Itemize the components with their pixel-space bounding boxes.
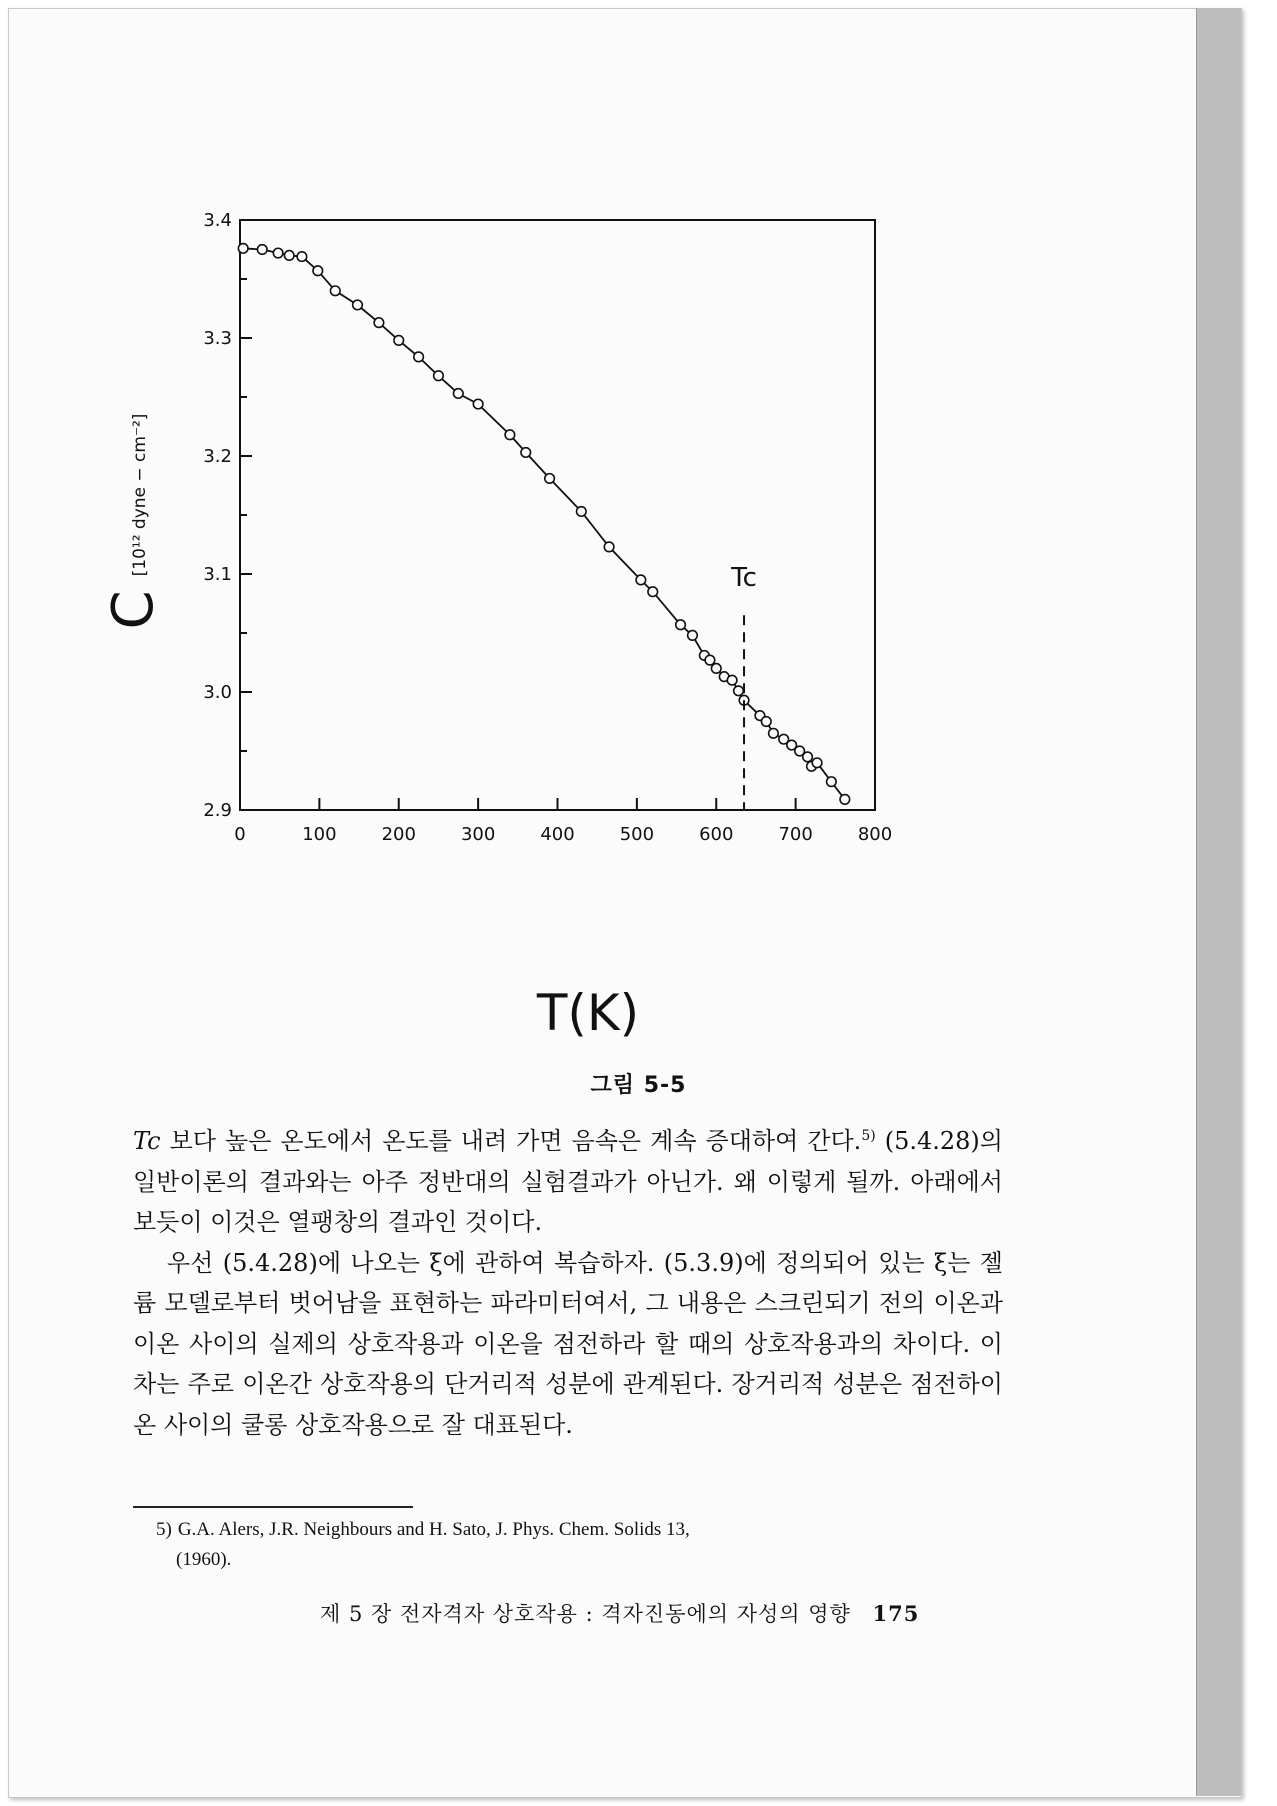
x-tick-label: 0 — [234, 824, 246, 845]
x-axis-label: T(K) — [536, 984, 640, 1042]
x-tick-label: 600 — [699, 824, 734, 845]
y-axis-symbol: C — [101, 590, 166, 630]
data-point — [705, 655, 715, 665]
data-point — [394, 336, 404, 346]
elastic-constant-chart — [101, 195, 1030, 1055]
x-tick-label: 800 — [857, 824, 893, 845]
data-point — [330, 286, 340, 296]
data-point — [734, 686, 744, 696]
footnote-ref: 5) — [861, 1128, 876, 1144]
data-point — [257, 245, 267, 255]
paragraph-1-text: 보다 높은 온도에서 온도를 내려 가면 음속은 계속 증대하여 간다. — [169, 1127, 862, 1155]
x-tick-label: 200 — [381, 824, 416, 845]
running-footer-title: 제 5 장 전자격자 상호작용 : 격자진동에의 자성의 영향 — [320, 1602, 851, 1626]
footnote-number: 5) — [156, 1519, 172, 1540]
plot-frame — [240, 220, 875, 810]
running-footer — [320, 1598, 919, 1628]
data-point — [473, 399, 483, 409]
data-point — [803, 752, 813, 762]
data-point — [273, 248, 283, 258]
page-number: 175 — [872, 1601, 920, 1626]
paragraph-2: 우선 (5.4.28)에 나오는 ξ에 관하여 복습하자. (5.3.9)에 정의되어 있는 ξ는 젤륨 모델로부터 벗어남을 표현하는 파라미터여서, 그 내용은 스크린되기 전의 이온과 이온 사이의 실제의 상호작용과 이온을 점전하라 할 때의 상호작용과의 차이다. 이 차는 주로 이온간 상호작용의 단거리적 성분에 관계된다. 장거리적 성분은 점전하이온 사이의 쿨롱 상호작용으로 잘 대표된다. — [133, 1248, 1003, 1439]
y-tick-label: 3.4 — [203, 210, 232, 231]
data-point — [374, 318, 384, 328]
data-point — [604, 542, 614, 552]
y-tick-label: 3.2 — [203, 446, 232, 467]
data-point — [769, 729, 779, 739]
footnote-line-2: (1960). — [176, 1549, 232, 1570]
x-tick-label: 500 — [619, 824, 655, 845]
data-point — [414, 352, 424, 362]
data-point — [238, 244, 248, 254]
y-tick-label: 2.9 — [203, 800, 232, 821]
data-point — [727, 675, 737, 685]
data-point — [434, 371, 444, 381]
data-point — [827, 777, 837, 787]
data-point — [636, 575, 646, 585]
y-tick-label: 3.0 — [203, 682, 232, 703]
data-point — [505, 430, 515, 440]
data-point — [284, 251, 294, 261]
y-tick-label: 3.3 — [203, 328, 232, 349]
data-point — [676, 620, 686, 630]
x-tick-label: 100 — [302, 824, 337, 845]
data-point — [521, 448, 531, 458]
page-edge — [1196, 8, 1241, 1796]
tc-symbol: Tc — [133, 1127, 161, 1155]
data-point — [545, 474, 555, 484]
data-point — [297, 252, 307, 262]
data-point — [577, 507, 587, 517]
body-text — [133, 1116, 1003, 1445]
footnote — [156, 1515, 996, 1575]
data-point — [453, 389, 463, 399]
figure-caption: 그림 5-5 — [590, 1073, 687, 1098]
footnote-line-1 — [156, 1515, 996, 1545]
x-tick-label: 400 — [540, 824, 575, 845]
paragraph-1 — [133, 1116, 1003, 1243]
tc-label: Tc — [731, 562, 757, 593]
x-tick-label: 300 — [460, 824, 496, 845]
data-point — [761, 717, 771, 727]
y-axis-unit: [10¹² dyne − cm⁻²] — [130, 413, 150, 577]
data-point — [648, 587, 658, 597]
data-point — [353, 300, 363, 310]
y-tick-label: 3.1 — [203, 564, 232, 585]
footnote-rule — [133, 1506, 413, 1508]
footnote-text: G.A. Alers, J.R. Neighbours and H. Sato, J. Phys. Chem. Solids 13, — [177, 1519, 690, 1540]
data-point — [313, 266, 323, 276]
data-point — [840, 795, 850, 805]
x-tick-label: 700 — [778, 824, 813, 845]
data-point — [688, 631, 698, 641]
paragraph-1-continued: (5.4.28)의 일반이론의 결과와는 아주 정반대의 실험결과가 아닌가. 왜 이렇게 될까. 아래에서 보듯이 이것은 열팽창의 결과인 것이다. — [133, 1127, 1003, 1236]
data-point — [711, 664, 721, 674]
data-point — [812, 758, 822, 768]
